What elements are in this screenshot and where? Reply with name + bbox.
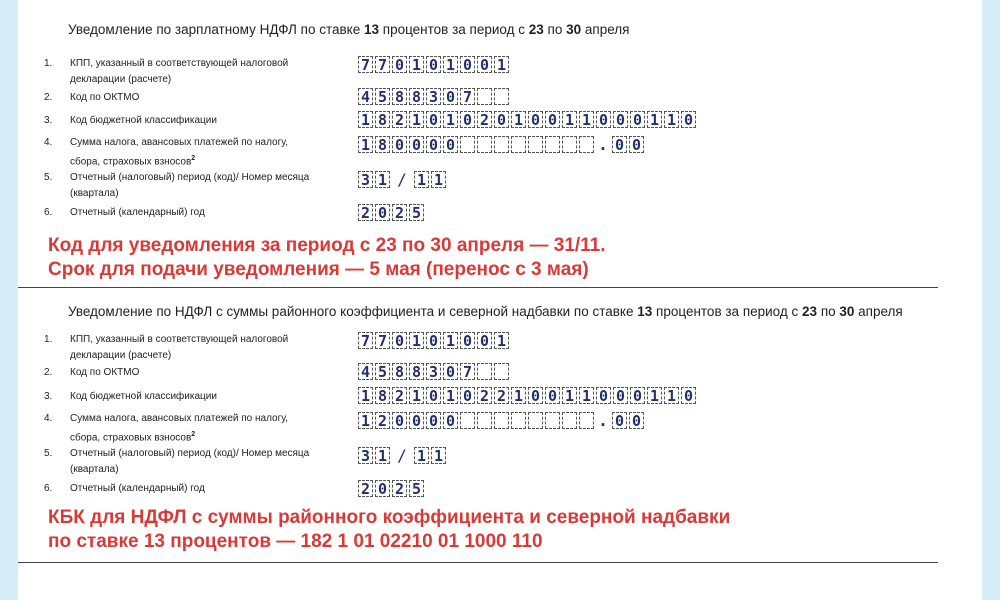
form-cell: 2 [477, 111, 492, 128]
row-number: 4. [44, 413, 53, 424]
form-cell: 1 [375, 171, 390, 188]
form-cell: 2 [392, 111, 407, 128]
oktmo-cells [358, 363, 511, 380]
form-cell: 0 [629, 412, 644, 429]
form-cell: 1 [443, 332, 458, 349]
form-cell: 0 [596, 387, 611, 404]
form-cell: 8 [392, 363, 407, 380]
row-label: Отчетный (календарный) год [70, 207, 205, 218]
form-cell: 5 [409, 204, 424, 221]
form-cell: 1 [409, 332, 424, 349]
form-cell: 3 [358, 171, 373, 188]
form-cell [494, 412, 509, 429]
form-cell: 7 [375, 56, 390, 73]
form-cell: 8 [375, 136, 390, 153]
period-slash: / [397, 446, 407, 465]
form-cell: 0 [477, 332, 492, 349]
highlight-note: КБК для НДФЛ с суммы районного коэффициента и северной надбавки по ставке 13 процентов — 182 1 01 02210 01 1000 110 [48, 507, 731, 552]
kpp-cells [358, 56, 511, 73]
row-number: 3. [44, 115, 53, 126]
form-cell: 1 [409, 56, 424, 73]
form-cell: 1 [664, 111, 679, 128]
row-label: Код бюджетной классификации [70, 115, 217, 126]
form-cell: 2 [358, 204, 373, 221]
row-label: Код по ОКТМО [70, 367, 140, 378]
form-cell: 0 [392, 412, 407, 429]
row-label: Сумма налога, авансовых платежей по налогу, сбора, страховых взносов$^2$ [70, 137, 289, 168]
form-cell: 0 [375, 480, 390, 497]
form-cell [545, 412, 560, 429]
notification-document [18, 0, 982, 600]
row-number: 4. [44, 137, 53, 148]
form-cell: 1 [358, 387, 373, 404]
form-cell: 0 [460, 332, 475, 349]
row-label: Отчетный (налоговый) период (код)/ Номер месяца (квартала) [70, 448, 310, 475]
amount-cells [358, 135, 646, 154]
form-cell: 2 [494, 387, 509, 404]
form-cell [562, 412, 577, 429]
form-cell: 1 [414, 171, 429, 188]
form-cell: 0 [460, 111, 475, 128]
form-cell: 0 [443, 412, 458, 429]
form-cell: 1 [431, 447, 446, 464]
year-cells [358, 204, 426, 221]
form-cell: 0 [443, 88, 458, 105]
section-divider [18, 562, 938, 563]
form-cell: 0 [426, 332, 441, 349]
form-cell: 0 [613, 111, 628, 128]
form-cell [579, 136, 594, 153]
amount-cells [358, 411, 646, 430]
form-cell: 1 [647, 387, 662, 404]
form-cell: 0 [443, 363, 458, 380]
form-cell: 1 [494, 56, 509, 73]
section-northern-allowance-ndfl [18, 282, 982, 572]
form-cell: 4 [358, 88, 373, 105]
highlight-note: Код для уведомления за период с 23 по 30 апреля — 31/11. Срок для подачи уведомления — 5 мая (перенос с 3 мая) [48, 235, 606, 280]
form-cell: 8 [409, 363, 424, 380]
kbk-cells [358, 111, 698, 128]
form-cell: 0 [477, 56, 492, 73]
form-cell: 0 [426, 136, 441, 153]
form-cell: 1 [579, 111, 594, 128]
form-cell [477, 136, 492, 153]
row-number: 3. [44, 391, 53, 402]
row-number: 2. [44, 367, 53, 378]
form-cell: 2 [477, 387, 492, 404]
form-cell: 0 [460, 56, 475, 73]
section-title: Уведомление по зарплатному НДФЛ по ставке 13 процентов за период с 23 по 30 апреля [68, 22, 630, 37]
form-cell: 3 [426, 88, 441, 105]
row-number: 1. [44, 334, 53, 345]
oktmo-cells [358, 88, 511, 105]
row-number: 5. [44, 172, 53, 183]
form-cell: 1 [414, 447, 429, 464]
kpp-cells [358, 332, 511, 349]
form-cell: 5 [409, 480, 424, 497]
row-number: 6. [44, 207, 53, 218]
row-label: Код по ОКТМО [70, 92, 140, 103]
form-cell: 0 [545, 111, 560, 128]
form-cell [494, 88, 509, 105]
form-cell: 0 [426, 111, 441, 128]
form-cell: 0 [613, 387, 628, 404]
section-title: Уведомление по НДФЛ с суммы районного коэффициента и северной надбавки по ставке 13 процентов за период с 23 по 30 апреля [68, 304, 903, 319]
form-cell: 3 [426, 363, 441, 380]
row-label: Код бюджетной классификации [70, 391, 217, 402]
form-cell: 8 [392, 88, 407, 105]
form-cell: 1 [358, 412, 373, 429]
form-cell: 1 [562, 111, 577, 128]
form-cell: 1 [409, 111, 424, 128]
row-label: КПП, указанный в соответствующей налоговой декларации (расчете) [70, 58, 289, 85]
form-cell: 0 [392, 136, 407, 153]
form-cell: 0 [392, 56, 407, 73]
form-cell: 0 [630, 387, 645, 404]
form-cell: 5 [375, 363, 390, 380]
form-cell: 0 [630, 111, 645, 128]
form-cell: 1 [358, 136, 373, 153]
decimal-point: . [598, 135, 608, 154]
form-cell: 1 [431, 171, 446, 188]
form-cell: 1 [443, 387, 458, 404]
form-cell: 0 [545, 387, 560, 404]
form-cell: 0 [426, 387, 441, 404]
form-cell: 0 [375, 204, 390, 221]
form-cell: 1 [511, 387, 526, 404]
form-cell: 1 [375, 447, 390, 464]
form-cell: 7 [358, 56, 373, 73]
form-cell: 0 [612, 412, 627, 429]
form-cell: 7 [358, 332, 373, 349]
kbk-cells [358, 387, 698, 404]
period-cells [358, 446, 448, 465]
form-cell: 1 [443, 111, 458, 128]
row-label: КПП, указанный в соответствующей налоговой декларации (расчете) [70, 334, 289, 361]
form-cell [562, 136, 577, 153]
form-cell: 0 [612, 136, 627, 153]
form-cell [460, 412, 475, 429]
form-cell: 3 [358, 447, 373, 464]
form-cell [477, 412, 492, 429]
form-cell: 0 [681, 111, 696, 128]
form-cell: 0 [426, 412, 441, 429]
form-cell: 0 [392, 332, 407, 349]
form-cell: 7 [460, 88, 475, 105]
form-cell: 2 [392, 480, 407, 497]
form-cell: 1 [647, 111, 662, 128]
form-cell [460, 136, 475, 153]
form-cell: 2 [358, 480, 373, 497]
form-cell: 2 [375, 412, 390, 429]
form-cell: 8 [375, 387, 390, 404]
form-cell [528, 136, 543, 153]
section-salary-ndfl [18, 0, 982, 290]
form-cell: 5 [375, 88, 390, 105]
form-cell [477, 88, 492, 105]
form-cell: 1 [511, 111, 526, 128]
row-label: Отчетный (налоговый) период (код)/ Номер месяца (квартала) [70, 172, 310, 199]
form-cell: 0 [596, 111, 611, 128]
decimal-point: . [598, 411, 608, 430]
form-cell [511, 136, 526, 153]
row-number: 2. [44, 92, 53, 103]
form-cell: 1 [409, 387, 424, 404]
form-cell: 0 [426, 56, 441, 73]
form-cell [579, 412, 594, 429]
form-cell [477, 363, 492, 380]
form-cell: 0 [409, 136, 424, 153]
row-label: Сумма налога, авансовых платежей по налогу, сбора, страховых взносов$^2$ [70, 413, 289, 444]
row-number: 1. [44, 58, 53, 69]
form-cell: 2 [392, 387, 407, 404]
form-cell [494, 363, 509, 380]
form-cell: 0 [629, 136, 644, 153]
form-cell: 1 [494, 332, 509, 349]
form-cell [545, 136, 560, 153]
form-cell: 0 [409, 412, 424, 429]
form-cell: 1 [358, 111, 373, 128]
form-cell: 7 [375, 332, 390, 349]
form-cell: 4 [358, 363, 373, 380]
form-cell: 0 [443, 136, 458, 153]
form-cell: 8 [409, 88, 424, 105]
form-cell: 1 [664, 387, 679, 404]
form-cell [494, 136, 509, 153]
form-cell [528, 412, 543, 429]
form-cell: 1 [562, 387, 577, 404]
form-cell: 8 [375, 111, 390, 128]
row-label: Отчетный (календарный) год [70, 483, 205, 494]
period-slash: / [397, 170, 407, 189]
year-cells [358, 480, 426, 497]
form-cell: 1 [579, 387, 594, 404]
form-cell: 0 [494, 111, 509, 128]
period-cells [358, 170, 448, 189]
row-number: 5. [44, 448, 53, 459]
form-cell: 2 [392, 204, 407, 221]
form-cell: 0 [528, 111, 543, 128]
form-cell: 0 [681, 387, 696, 404]
form-cell: 1 [443, 56, 458, 73]
row-number: 6. [44, 483, 53, 494]
form-cell: 0 [460, 387, 475, 404]
form-cell: 7 [460, 363, 475, 380]
form-cell: 0 [528, 387, 543, 404]
form-cell [511, 412, 526, 429]
